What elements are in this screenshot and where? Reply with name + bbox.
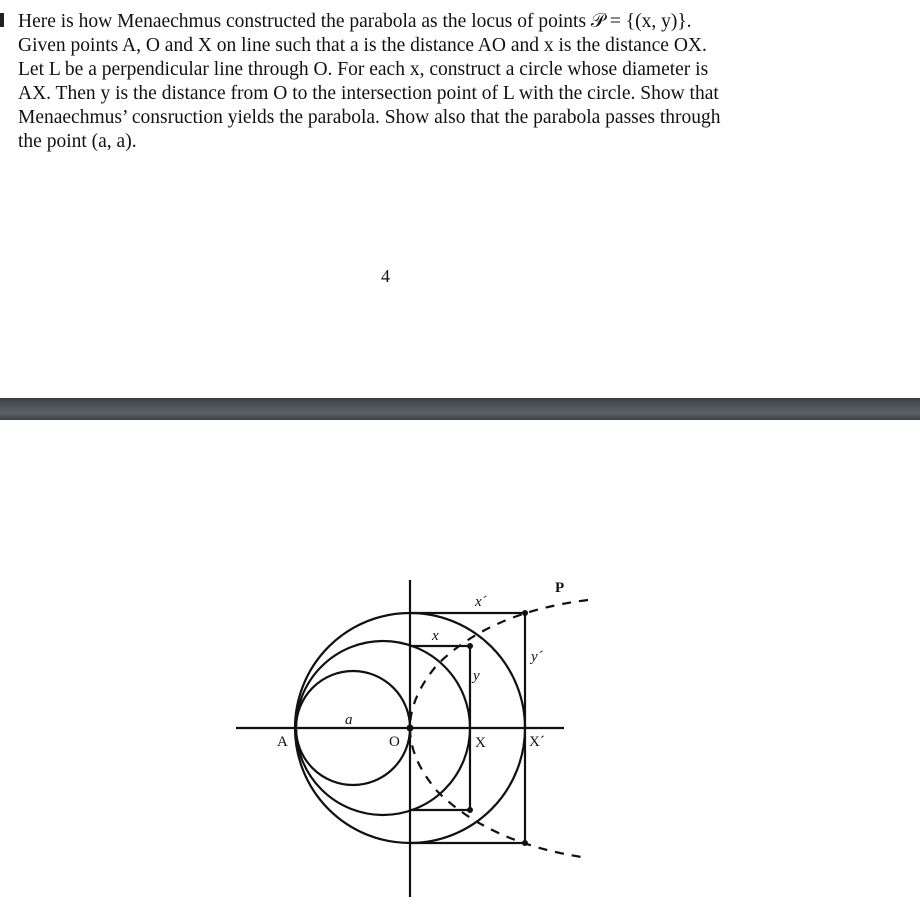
point-top-x — [467, 643, 473, 649]
label-a-point: A — [277, 734, 288, 750]
problem-line-3: Let L be a perpendicular line through O. For each x, construct a circle whose diameter is — [18, 59, 709, 80]
label-y-prime-distance: y´ — [531, 649, 543, 665]
label-o-point: O — [389, 734, 400, 750]
point-bottom-x — [467, 807, 473, 813]
figure-svg — [200, 560, 620, 910]
point-top-x-prime — [522, 610, 528, 616]
problem-line-2: Given points A, O and X on line such that a is the distance AO and x is the distance OX. — [18, 35, 707, 56]
label-y-distance: y — [473, 668, 480, 684]
label-p: P — [555, 580, 565, 596]
page-number: 4 — [381, 266, 390, 286]
problem-line-6: the point (a, a). — [18, 131, 137, 152]
menaechmus-figure — [200, 560, 620, 910]
label-x-distance: x — [432, 628, 439, 644]
point-o — [407, 725, 414, 732]
problem-line-4: AX. Then y is the distance from O to the intersection point of L with the circle. Show that — [18, 83, 719, 104]
bullet-marker — [0, 13, 4, 27]
page-separator — [0, 398, 920, 420]
problem-line-5: Menaechmus’ consruction yields the parabola. Show also that the parabola passes through — [18, 107, 721, 128]
point-bottom-x-prime — [522, 840, 528, 846]
label-x-prime-point: X´ — [529, 734, 545, 750]
problem-line-1: Here is how Menaechmus constructed the parabola as the locus of points 𝒫 = {(x, y)}. — [18, 11, 692, 32]
label-x-prime-distance: x´ — [475, 594, 487, 610]
label-x-point: X — [475, 735, 486, 751]
label-a-distance: a — [345, 712, 353, 728]
